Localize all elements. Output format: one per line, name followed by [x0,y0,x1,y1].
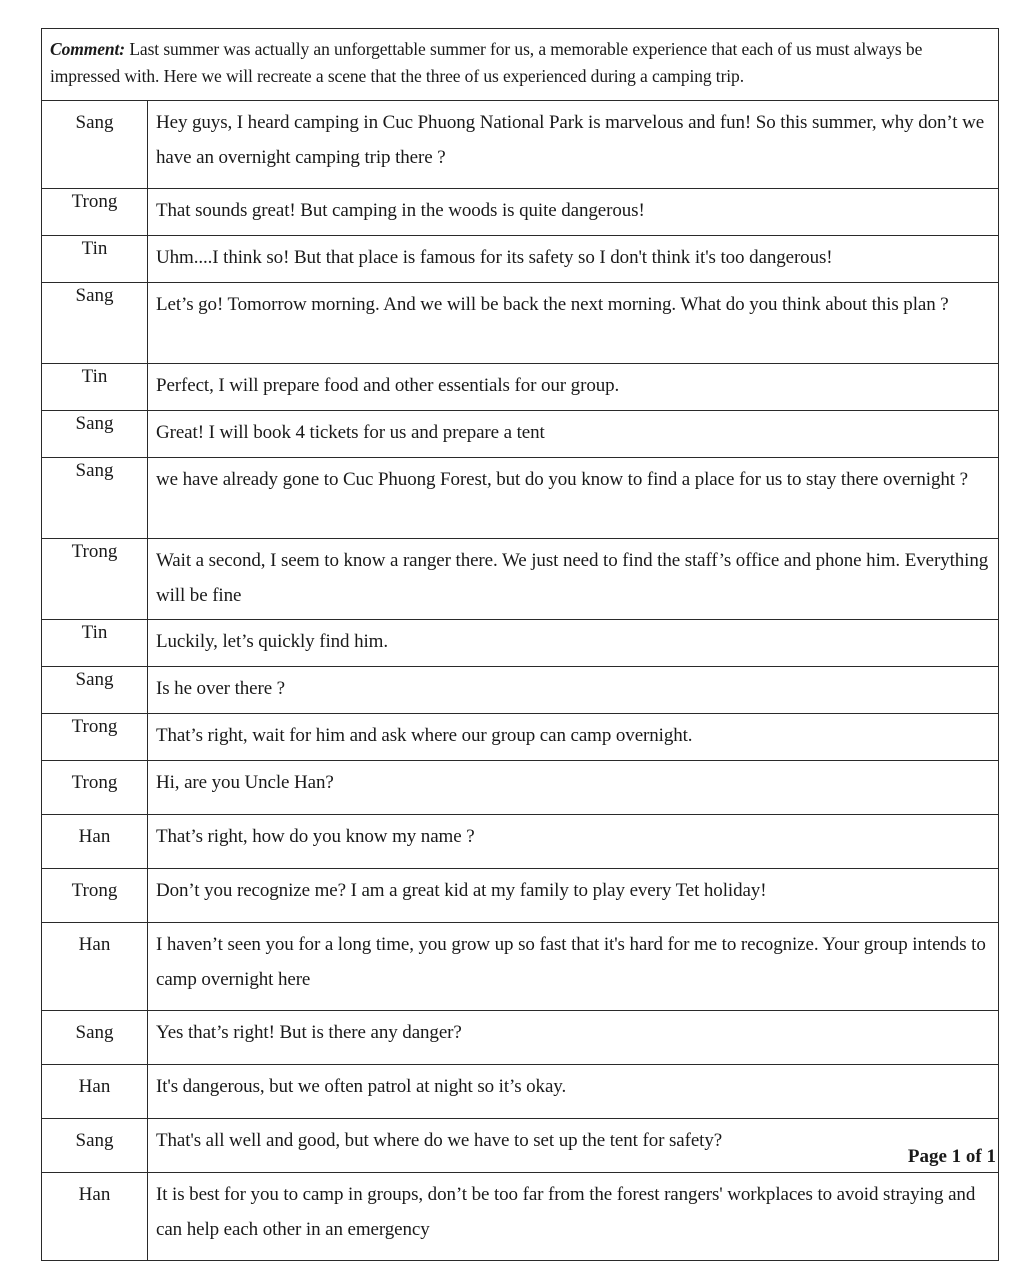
line-cell: Wait a second, I seem to know a ranger there. We just need to find the staff’s office and phone him. Everything will be fine [148,539,999,620]
speaker-cell: Sang [42,1011,148,1065]
line-cell: It's dangerous, but we often patrol at night so it’s okay. [148,1065,999,1119]
table-row [42,761,999,815]
table-row [42,189,999,236]
line-cell: Don’t you recognize me? I am a great kid at my family to play every Tet holiday! [148,869,999,923]
speaker-cell: Sang [42,101,148,189]
speaker-cell: Han [42,815,148,869]
comment-text: Last summer was actually an unforgettable summer for us, a memorable experience that each of us must always be impressed with. Here we will recreate a scene that the three of us experienced during a camping trip. [50,39,923,86]
line-cell: Perfect, I will prepare food and other essentials for our group. [148,364,999,411]
table-row [42,815,999,869]
page-number: Page 1 of 1 [907,1146,996,1167]
speaker-cell: Trong [42,189,148,236]
line-cell: Hi, are you Uncle Han? [148,761,999,815]
table-row [42,1119,999,1173]
table-row [42,620,999,667]
table-row [42,411,999,458]
line-cell: It is best for you to camp in groups, don’t be too far from the forest rangers' workplaces to avoid straying and can help each other in an emergency [148,1173,999,1261]
speaker-cell: Tin [42,620,148,667]
speaker-cell: Trong [42,869,148,923]
line-cell: That’s right, wait for him and ask where our group can camp overnight. [148,714,999,761]
line-cell: Let’s go! Tomorrow morning. And we will be back the next morning. What do you think about this plan ? [148,283,999,364]
line-cell: Great! I will book 4 tickets for us and prepare a tent [148,411,999,458]
comment-row [42,29,999,101]
speaker-cell: Tin [42,364,148,411]
line-cell: Luckily, let’s quickly find him. [148,620,999,667]
line-cell: Uhm....I think so! But that place is famous for its safety so I don't think it's too dangerous! [148,236,999,283]
line-cell: I haven’t seen you for a long time, you grow up so fast that it's hard for me to recognize. Your group intends to camp overnight here [148,923,999,1011]
comment-cell [42,29,999,101]
table-row [42,236,999,283]
dialogue-table [41,28,999,1261]
speaker-cell: Sang [42,283,148,364]
table-row [42,1011,999,1065]
line-cell: Yes that’s right! But is there any danger? [148,1011,999,1065]
line-cell: That's all well and good, but where do we have to set up the tent for safety? [148,1119,999,1173]
table-row [42,283,999,364]
table-row [42,714,999,761]
line-cell: That’s right, how do you know my name ? [148,815,999,869]
speaker-cell: Tin [42,236,148,283]
line-cell: we have already gone to Cuc Phuong Forest, but do you know to find a place for us to stay there overnight ? [148,458,999,539]
table-row [42,1173,999,1261]
speaker-cell: Han [42,1065,148,1119]
speaker-cell: Han [42,923,148,1011]
table-row [42,539,999,620]
table-row [42,1065,999,1119]
table-row [42,923,999,1011]
speaker-cell: Sang [42,458,148,539]
speaker-cell: Sang [42,1119,148,1173]
speaker-cell: Trong [42,761,148,815]
speaker-cell: Trong [42,714,148,761]
speaker-cell: Sang [42,667,148,714]
table-row [42,364,999,411]
line-cell: That sounds great! But camping in the woods is quite dangerous! [148,189,999,236]
table-row [42,101,999,189]
speaker-cell: Sang [42,411,148,458]
speaker-cell: Trong [42,539,148,620]
table-row [42,869,999,923]
comment-label: Comment: [50,39,126,59]
table-row [42,458,999,539]
line-cell: Is he over there ? [148,667,999,714]
line-cell: Hey guys, I heard camping in Cuc Phuong National Park is marvelous and fun! So this summer, why don’t we have an overnight camping trip there ? [148,101,999,189]
table-row [42,667,999,714]
speaker-cell: Han [42,1173,148,1261]
